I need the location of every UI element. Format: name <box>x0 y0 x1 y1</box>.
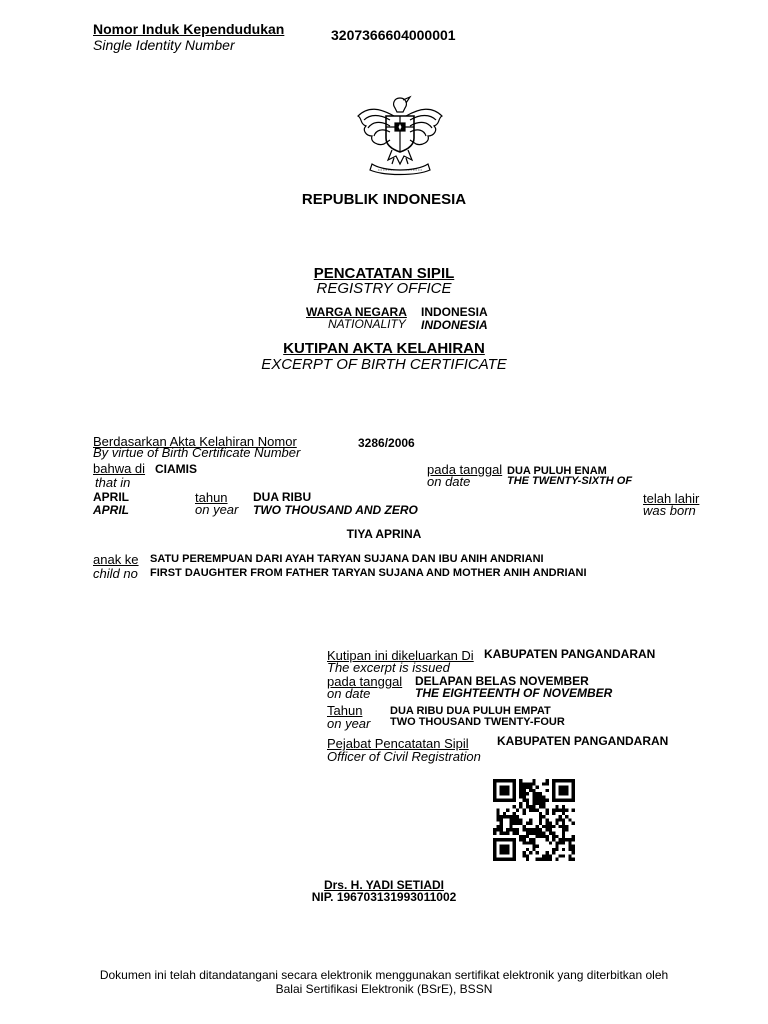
issued-date-label-en: on date <box>327 686 371 701</box>
signatory-name: Drs. H. YADI SETIADI <box>323 878 445 892</box>
issued-year: DUA RIBU DUA PULUH EMPAT <box>390 705 551 717</box>
child-description-en: FIRST DAUGHTER FROM FATHER TARYAN SUJANA AND MOTHER ANIH ANDRIANI <box>150 567 587 579</box>
issued-label: Kutipan ini dikeluarkan Di <box>327 648 474 663</box>
child-name: TIYA APRINA <box>346 527 422 541</box>
signatory-nip: NIP. 196703131993011002 <box>311 890 457 904</box>
office-title-en: REGISTRY OFFICE <box>316 280 452 297</box>
birth-year-label: tahun <box>195 490 228 505</box>
footer-line-2: Balai Sertifikasi Elektronik (BSrE), BSSN <box>275 982 493 996</box>
qr-code-icon <box>493 779 575 861</box>
issued-date-label: pada tanggal <box>327 674 403 689</box>
nationality-value: INDONESIA <box>421 305 488 319</box>
birth-date-label: pada tanggal <box>427 462 503 477</box>
child-no-label-en: child no <box>93 566 138 581</box>
birth-year-label-en: on year <box>195 502 239 517</box>
officer-place: KABUPATEN PANGANDARAN <box>497 734 669 748</box>
issued-year-label: Tahun <box>327 703 363 718</box>
garuda-pancasila-emblem-icon <box>350 94 450 176</box>
footer-line-1: Dokumen ini telah ditandatangani secara elektronik menggunakan sertifikat elektronik yang diterbitkan oleh <box>99 968 669 982</box>
country-title: REPUBLIK INDONESIA <box>301 191 467 208</box>
birth-month: APRIL <box>93 490 129 504</box>
birth-day: DUA PULUH ENAM <box>507 465 607 477</box>
birth-day-en: THE TWENTY-SIXTH OF <box>507 475 633 487</box>
issued-year-label-en: on year <box>327 716 371 731</box>
officer-label: Pejabat Pencatatan Sipil <box>327 736 469 751</box>
issued-year-en: TWO THOUSAND TWENTY-FOUR <box>390 716 565 728</box>
birth-year: DUA RIBU <box>253 490 312 504</box>
birth-year-en: TWO THOUSAND AND ZERO <box>253 503 418 517</box>
nationality-label: WARGA NEGARA <box>306 305 407 319</box>
nik-label-en: Single Identity Number <box>93 37 235 53</box>
birth-date-label-en: on date <box>427 474 471 489</box>
issued-date: DELAPAN BELAS NOVEMBER <box>415 674 589 688</box>
nik-value: 3207366604000001 <box>331 27 456 43</box>
birth-month-en: APRIL <box>93 503 129 517</box>
certificate-number: 3286/2006 <box>358 436 415 450</box>
issued-date-en: THE EIGHTEENTH OF NOVEMBER <box>415 686 613 700</box>
birth-place: CIAMIS <box>155 462 197 476</box>
born-label-en: was born <box>643 503 696 518</box>
child-no-label: anak ke <box>93 552 139 567</box>
document-title-en: EXCERPT OF BIRTH CERTIFICATE <box>261 356 507 373</box>
born-label: telah lahir <box>643 491 700 506</box>
child-description: SATU PEREMPUAN DARI AYAH TARYAN SUJANA DAN IBU ANIH ANDRIANI <box>150 553 544 565</box>
certificate-number-label: Berdasarkan Akta Kelahiran Nomor <box>93 434 297 449</box>
nationality-label-en: NATIONALITY <box>328 317 406 331</box>
nik-label: Nomor Induk Kependudukan <box>93 21 285 37</box>
place-label-en: that in <box>95 475 131 490</box>
nationality-value-en: INDONESIA <box>421 318 488 332</box>
certificate-number-label-en: By virtue of Birth Certificate Number <box>93 445 301 460</box>
officer-label-en: Officer of Civil Registration <box>327 749 481 764</box>
place-label: bahwa di <box>93 461 146 476</box>
document-title: KUTIPAN AKTA KELAHIRAN <box>283 340 485 357</box>
issued-label-en: The excerpt is issued <box>327 660 450 675</box>
issued-place: KABUPATEN PANGANDARAN <box>484 647 656 661</box>
office-title: PENCATATAN SIPIL <box>313 265 455 282</box>
